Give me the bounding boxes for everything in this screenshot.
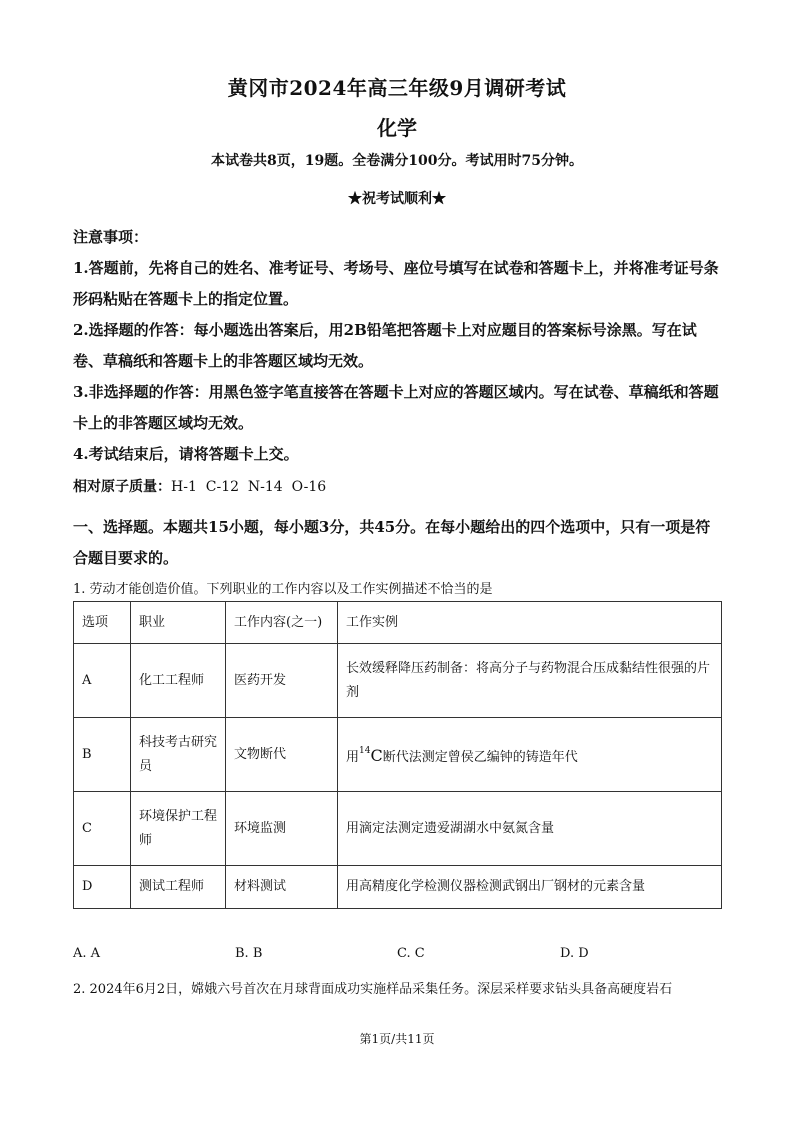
exam-title: 黄冈市2024年高三年级9月调研考试 xyxy=(227,76,567,100)
table-cell-job: 化工工程师 xyxy=(131,644,226,718)
table-row xyxy=(74,718,722,792)
table-cell-job: 环境保护工程师 xyxy=(131,792,226,866)
table-row xyxy=(74,792,722,866)
section-heading: 一、选择题。本题共15小题，每小题3分，共45分。在每小题给出的四个选项中，只有一项是符合题目要求的。 xyxy=(73,518,711,567)
table-cell-option: B xyxy=(74,718,131,792)
table-header-cell: 选项 xyxy=(74,602,131,644)
table-cell-job: 测试工程师 xyxy=(131,866,226,909)
subject-title: 化学 xyxy=(377,116,417,140)
question-1-stem: 1. 劳动才能创造价值。下列职业的工作内容以及工作实例描述不恰当的是 xyxy=(73,582,493,597)
option-d[interactable]: D. D xyxy=(560,946,589,961)
table-cell-example: 长效缓释降压药制备：将高分子与药物混合压成黏结性很强的片剂 xyxy=(338,644,722,718)
notes-section xyxy=(73,222,723,470)
page-number: 第1页/共11页 xyxy=(359,1032,435,1046)
table-cell-option: A xyxy=(74,644,131,718)
table-cell-job: 科技考古研究员 xyxy=(131,718,226,792)
question-1-table xyxy=(73,601,722,909)
table-cell-content: 环境监测 xyxy=(226,792,338,866)
table-row xyxy=(74,644,722,718)
table-header-cell: 职业 xyxy=(131,602,226,644)
table-cell-content: 材料测试 xyxy=(226,866,338,909)
table-cell-example xyxy=(338,718,722,792)
atomic-masses-label: 相对原子质量： xyxy=(73,479,171,495)
atomic-masses xyxy=(73,476,326,496)
note-item-3: 3.非选择题的作答：用黑色签字笔直接答在答题卡上对应的答题区域内。写在试卷、草稿纸和答题卡上的非答题区域均无效。 xyxy=(73,383,719,432)
example-suffix: 断代法测定曾侯乙编钟的铸造年代 xyxy=(382,750,578,765)
question-2-stem: 2. 2024年6月2日，嫦娥六号首次在月球背面成功实施样品采集任务。深层采样要求钻头具备高硬度岩石 xyxy=(73,982,673,997)
exam-meta: 本试卷共8页，19题。全卷满分100分。考试用时75分钟。 xyxy=(211,153,583,169)
table-cell-example: 用滴定法测定遗爱湖湖水中氨氮含量 xyxy=(338,792,722,866)
option-a[interactable]: A. A xyxy=(73,946,101,961)
isotope-mass-number: 14 xyxy=(359,746,371,756)
table-row xyxy=(74,866,722,909)
table-cell-content: 医药开发 xyxy=(226,644,338,718)
table-header-row xyxy=(74,602,722,644)
table-cell-example: 用高精度化学检测仪器检测武钢出厂钢材的元素含量 xyxy=(338,866,722,909)
atomic-masses-values: H-1 C-12 N-14 O-16 xyxy=(171,479,327,495)
table-cell-option: D xyxy=(74,866,131,909)
table-cell-option: C xyxy=(74,792,131,866)
exam-wish: ★祝考试顺利★ xyxy=(348,191,446,207)
isotope-element: C xyxy=(370,746,383,765)
example-prefix: 用 xyxy=(346,750,360,765)
table-header-cell: 工作内容(之一) xyxy=(226,602,338,644)
notes-heading: 注意事项： xyxy=(73,228,149,246)
table-header-cell: 工作实例 xyxy=(338,602,722,644)
note-item-2: 2.选择题的作答：每小题选出答案后，用2B铅笔把答题卡上对应题目的答案标号涂黑。写在试卷、草稿纸和答题卡上的非答题区域均无效。 xyxy=(73,321,697,370)
note-item-4: 4.考试结束后，请将答题卡上交。 xyxy=(73,445,299,463)
table-cell-content: 文物断代 xyxy=(226,718,338,792)
note-item-1: 1.答题前，先将自己的姓名、准考证号、考场号、座位号填写在试卷和答题卡上，并将准考证号条形码粘贴在答题卡上的指定位置。 xyxy=(73,259,719,308)
option-c[interactable]: C. C xyxy=(397,946,425,961)
option-b[interactable]: B. B xyxy=(235,946,263,961)
